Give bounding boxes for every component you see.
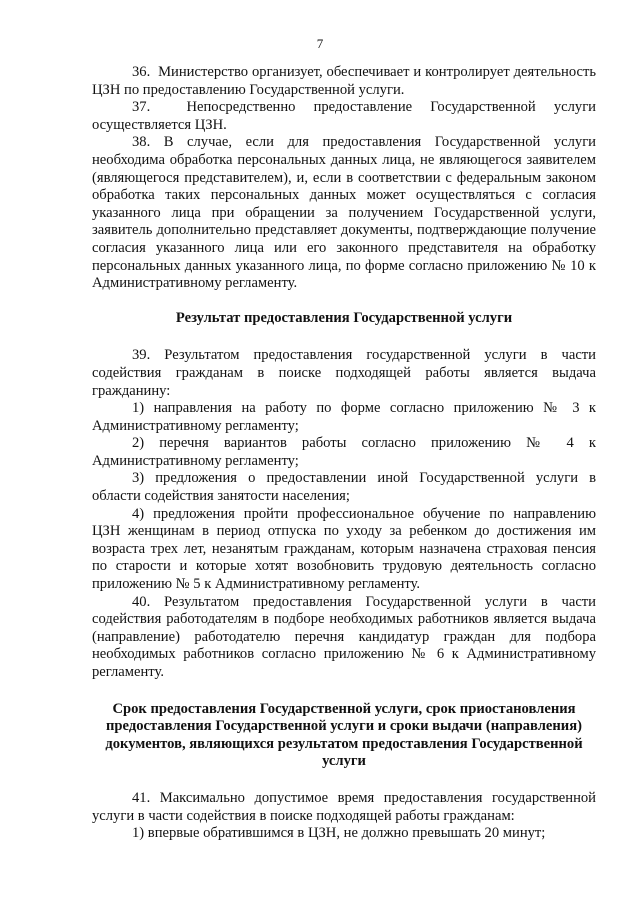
- list-item-39-4: 4) предложения пройти профессиональное обучение по направлению ЦЗН женщинам в период отпуска по уходу за ребенком до достижения им возраста трех лет, незанятым гражданам, которым назначена страховая пенсия по старости и которые хотят возобновить трудовую деятельность согласно приложению № 5 к Административному регламенту.: [92, 505, 596, 593]
- paragraph-37: 37. Непосредственно предоставление Государственной услуги осуществляется ЦЗН.: [92, 99, 596, 133]
- list-item-39-2: 2) перечня вариантов работы согласно приложению № 4 к Административному регламенту;: [92, 435, 596, 469]
- list-item-39-3: 3) предложения о предоставлении иной Государственной услуги в области содействия занятости населения;: [92, 470, 596, 505]
- paragraph-39: 39. Результатом предоставления государственной услуги в части содействия гражданам в поиске подходящей работы является выдача гражданину:: [92, 347, 596, 399]
- paragraph-38: 38. В случае, если для предоставления Государственной услуги необходима обработка персональных данных лица, не являющегося заявителем (являющегося представителем), и, если в соответствии с федеральным законом обработка таких персональных данных может осуществляться с согласия указанного лица при обращении за получением Государственной услуги, заявитель дополнительно представляет документы, подтверждающие получение согласия указанного лица или его законного представителя на обработку персональных данных указанного лица, по форме согласно приложению № 10 к Административному регламенту.: [92, 134, 596, 292]
- section-heading-terms: Срок предоставления Государственной услуги, срок приостановления предоставления Государственной услуги и сроки выдачи (направления) документов, являющихся результатом предоставления Государственной услуги: [105, 700, 583, 770]
- paragraph-40: 40. Результатом предоставления Государственной услуги в части содействия работодателям в подборе необходимых работников является выдача (направление) работодателю перечня кандидатур граждан для подбора необходимых работников согласно приложению № 6 к Административному регламенту.: [92, 593, 596, 680]
- list-item-39-1: 1) направления на работу по форме согласно приложению № 3 к Административному регламенту;: [92, 400, 596, 434]
- list-item-41-1: 1) впервые обратившимся в ЦЗН, не должно превышать 20 минут;: [132, 825, 546, 842]
- page-number: 7: [316, 36, 324, 51]
- paragraph-41: 41. Максимально допустимое время предоставления государственной услуги в части содействия в поиске подходящей работы гражданам:: [92, 789, 596, 824]
- paragraph-36: 36. Министерство организует, обеспечивает и контролирует деятельность ЦЗН по предоставлению Государственной услуги.: [92, 64, 596, 98]
- section-heading-result: Результат предоставления Государственной услуги: [175, 309, 513, 326]
- document-body: [92, 64, 596, 843]
